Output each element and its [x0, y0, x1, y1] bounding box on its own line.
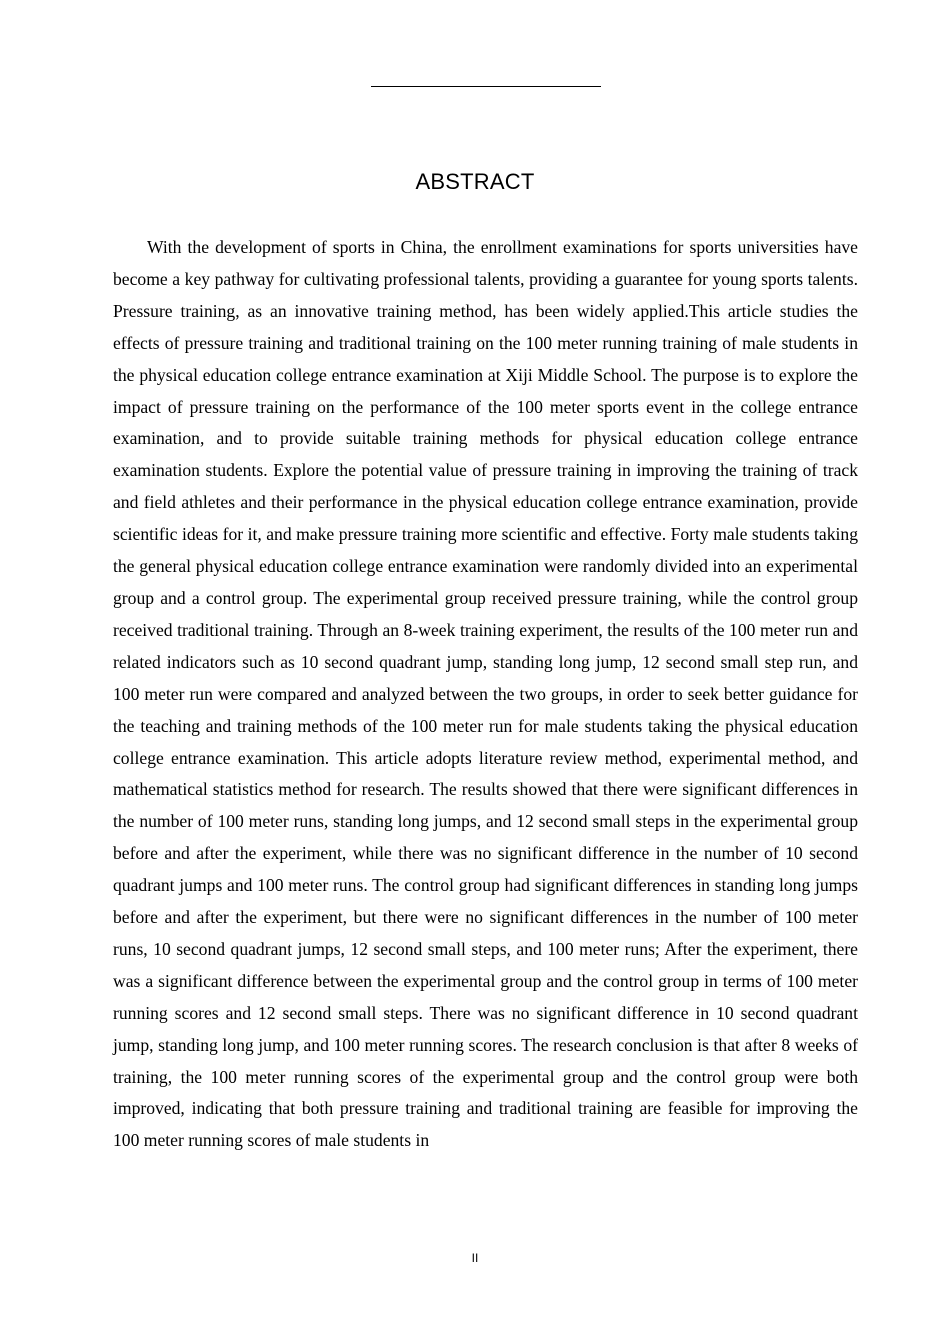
section-title: ABSTRACT	[415, 169, 535, 194]
abstract-paragraph: With the development of sports in China, the enrollment examinations for sports universities have become a key pathway for cultivating professional talents, providing a guarantee for young sports talents. Pressure training, as an innovative training method, has been widely applied.This article studies the effects of pressure training and traditional training on the 100 meter running training of male students in the physical education college entrance examination at Xiji Middle School. The purpose is to explore the impact of pressure training on the performance of the 100 meter sports event in the college entrance examination, and to provide suitable training methods for physical education college entrance examination students. Explore the potential value of pressure training in improving the training of track and field athletes and their performance in the physical education college entrance examination, provide scientific ideas for it, and make pressure training more scientific and effective. Forty male students taking the general physical education college entrance examination were randomly divided into an experimental group and a control group. The experimental group received pressure training, while the control group received traditional training. Through an 8-week training experiment, the results of the 100 meter run and related indicators such as 10 second quadrant jump, standing long jump, 12 second small step run, and 100 meter run were compared and analyzed between the two groups, in order to seek better guidance for the teaching and training methods of the 100 meter run for male students taking the physical education college entrance examination. This article adopts literature review method, experimental method, and mathematical statistics method for research. The results showed that there were significant differences in the number of 100 meter runs, standing long jumps, and 12 second small steps in the experimental group before and after the experiment, while there was no significant difference in the number of 10 second quadrant jumps and 100 meter runs. The control group had significant differences in standing long jumps before and after the experiment, but there were no significant differences in the number of 100 meter runs, 10 second quadrant jumps, 12 second small steps, and 100 meter runs; After the experiment, there was a significant difference between the experimental group and the control group in terms of 100 meter running scores and 12 second small steps. There was no significant difference in 10 second quadrant jump, standing long jump, and 100 meter running scores. The research conclusion is that after 8 weeks of training, the 100 meter running scores of the experimental group and the control group were both improved, indicating that both pressure training and traditional training are feasible for improving the 100 meter running scores of male students in	[113, 237, 858, 1151]
page-number: II	[471, 1251, 479, 1265]
header-rule	[371, 86, 601, 87]
